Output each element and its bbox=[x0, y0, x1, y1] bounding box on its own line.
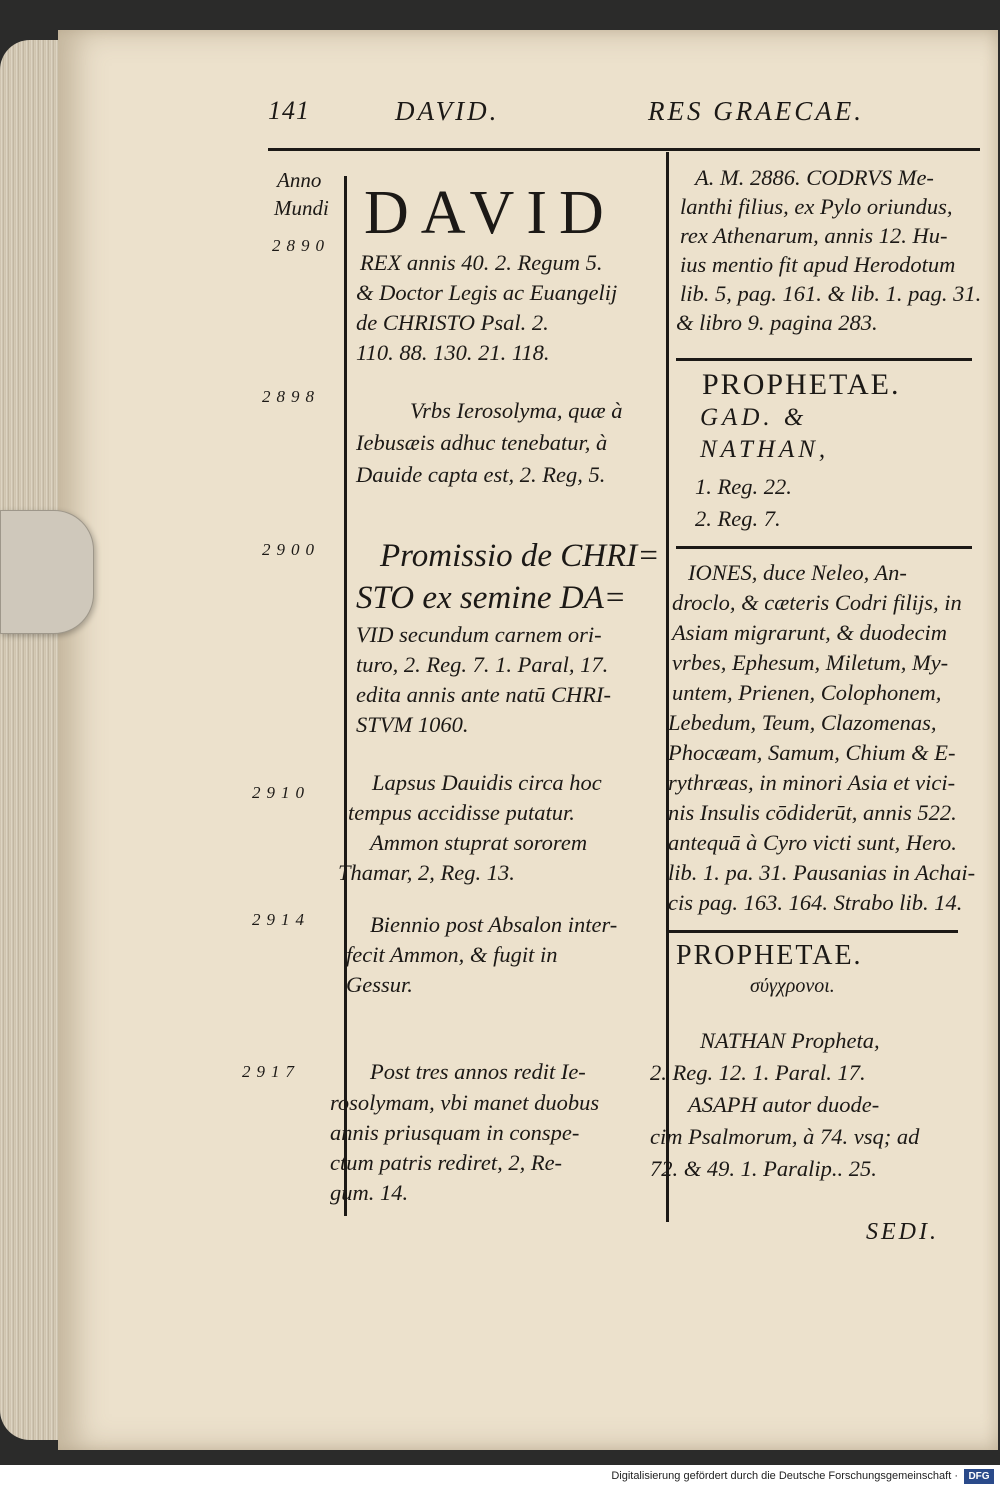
right-line: nis Insulis cōdiderūt, annis 522. bbox=[668, 800, 957, 825]
header-left-title: DAVID. bbox=[395, 96, 500, 126]
right-line: IONES, duce Neleo, An- bbox=[688, 560, 907, 585]
year-label: 2910 bbox=[252, 783, 310, 802]
right-line: lanthi filius, ex Pylo oriundus, bbox=[680, 194, 953, 219]
page-number: 141 bbox=[268, 96, 310, 125]
greek-label: σύγχρονοι. bbox=[750, 975, 835, 997]
middle-line: Iebusæis adhuc tenebatur, à bbox=[356, 430, 608, 455]
year-label: 2900 bbox=[262, 540, 320, 559]
middle-line: turo, 2. Reg. 7. 1. Paral, 17. bbox=[356, 652, 609, 677]
middle-line: 110. 88. 130. 21. 118. bbox=[356, 340, 550, 365]
david-title: DAVID bbox=[364, 179, 616, 247]
middle-line: Ammon stuprat sororem bbox=[370, 830, 588, 855]
section-rule bbox=[676, 358, 972, 361]
right-line: 1. Reg. 22. bbox=[695, 474, 792, 499]
header-rule bbox=[268, 148, 980, 151]
right-line: Asiam migrarunt, & duodecim bbox=[672, 620, 947, 645]
prophetae-heading: PROPHETAE. bbox=[702, 368, 901, 401]
middle-line: Biennio post Absalon inter- bbox=[370, 912, 618, 937]
catchword: SEDI. bbox=[866, 1219, 939, 1245]
year-label: 2914 bbox=[252, 910, 310, 929]
right-line: droclo, & cæteris Codri filijs, in bbox=[672, 590, 962, 615]
middle-line: Post tres annos redit Ie- bbox=[370, 1059, 586, 1084]
footer-credit: Digitalisierung gefördert durch die Deutsche Forschungsgemeinschaft · bbox=[611, 1470, 958, 1482]
right-line: 2. Reg. 7. bbox=[695, 506, 781, 531]
right-line: cis pag. 163. 164. Strabo lib. 14. bbox=[668, 890, 963, 915]
bookmark-tab bbox=[0, 510, 94, 634]
middle-line: fecit Ammon, & fugit in bbox=[346, 942, 558, 967]
middle-line: annis priusquam in conspe- bbox=[330, 1120, 580, 1145]
right-line: rex Athenarum, annis 12. Hu- bbox=[680, 223, 948, 248]
middle-large-line: Promissio de CHRI= bbox=[380, 538, 660, 574]
middle-large-line: STO ex semine DA= bbox=[356, 580, 627, 616]
gad-name: GAD. & bbox=[700, 404, 808, 431]
section-rule bbox=[676, 546, 972, 549]
middle-line: de CHRISTO Psal. 2. bbox=[356, 310, 549, 335]
middle-line: edita annis ante natū CHRI- bbox=[356, 682, 611, 707]
section-rule bbox=[668, 930, 958, 933]
anno-label: Anno bbox=[277, 168, 322, 192]
middle-line: STVM 1060. bbox=[356, 712, 469, 737]
middle-line: REX annis 40. 2. Regum 5. bbox=[360, 250, 603, 275]
middle-line: Thamar, 2, Reg. 13. bbox=[338, 860, 515, 885]
right-line: A. M. 2886. CODRVS Me- bbox=[695, 165, 934, 190]
middle-line: Dauide capta est, 2. Reg, 5. bbox=[356, 462, 606, 487]
dfg-logo: DFG bbox=[964, 1469, 994, 1484]
right-line: ius mentio fit apud Herodotum bbox=[680, 252, 956, 277]
right-line: cim Psalmorum, à 74. vsq; ad bbox=[650, 1124, 920, 1149]
middle-line: Lapsus Dauidis circa hoc bbox=[372, 770, 602, 795]
middle-line: rosolymam, vbi manet duobus bbox=[330, 1090, 600, 1115]
right-line: 2. Reg. 12. 1. Paral. 17. bbox=[650, 1060, 866, 1085]
year-label: 2898 bbox=[262, 387, 320, 406]
left-column-rule bbox=[344, 176, 347, 1216]
right-line: antequā à Cyro victi sunt, Hero. bbox=[668, 830, 957, 855]
right-line: vrbes, Ephesum, Miletum, My- bbox=[672, 650, 949, 675]
middle-line: Vrbs Ierosolyma, quæ à bbox=[410, 398, 623, 423]
middle-line: tempus accidisse putatur. bbox=[348, 800, 575, 825]
right-line: ASAPH autor duode- bbox=[688, 1092, 880, 1117]
right-line: lib. 5, pag. 161. & lib. 1. pag. 31. bbox=[680, 281, 982, 306]
year-label: 2917 bbox=[242, 1062, 300, 1081]
right-line: lib. 1. pa. 31. Pausanias in Achai- bbox=[668, 860, 976, 885]
year-label: 2890 bbox=[272, 236, 330, 255]
prophetae-heading-2: PROPHETAE. bbox=[676, 940, 863, 971]
right-line: NATHAN Propheta, bbox=[700, 1028, 880, 1053]
right-line: Phocæam, Samum, Chium & E- bbox=[668, 740, 956, 765]
right-line: 72. & 49. 1. Paralip.. 25. bbox=[650, 1156, 877, 1181]
middle-line: ctum patris rediret, 2, Re- bbox=[330, 1150, 563, 1175]
middle-line: & Doctor Legis ac Euangelij bbox=[356, 280, 618, 305]
right-line: Lebedum, Teum, Clazomenas, bbox=[668, 710, 937, 735]
nathan-name: NATHAN, bbox=[700, 436, 830, 463]
right-line: rythræas, in minori Asia et vici- bbox=[668, 770, 956, 795]
digitization-footer bbox=[0, 1465, 1000, 1490]
mundi-label: Mundi bbox=[274, 196, 329, 220]
middle-line: VID secundum carnem ori- bbox=[356, 622, 602, 647]
right-line: untem, Prienen, Colophonem, bbox=[672, 680, 942, 705]
middle-line: gum. 14. bbox=[330, 1180, 409, 1205]
right-line: & libro 9. pagina 283. bbox=[676, 310, 878, 335]
header-right-title: RES GRAECAE. bbox=[648, 96, 864, 126]
middle-line: Gessur. bbox=[346, 972, 413, 997]
